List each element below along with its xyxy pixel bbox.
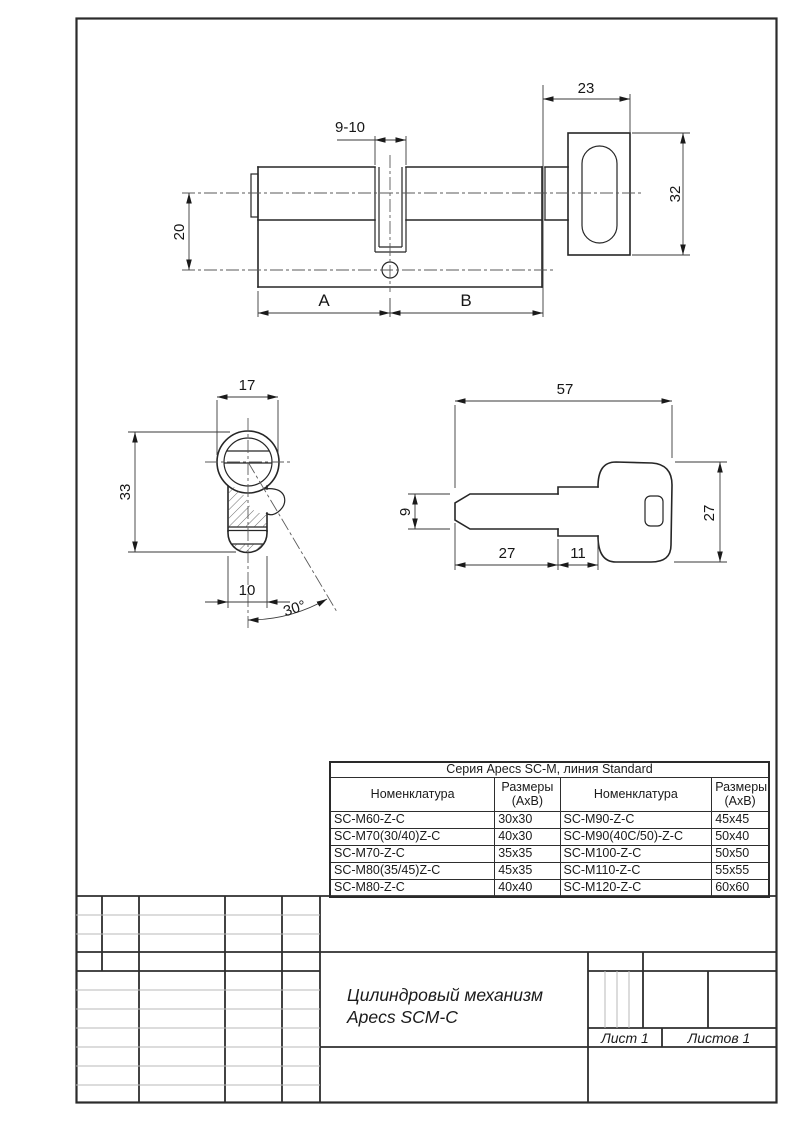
dim-key-length: 57 [556,381,574,398]
nom-cell: SC-M80-Z-C [330,880,495,898]
nom-cell: SC-M70-Z-C [330,846,495,863]
sheet-count-cell: Листов 1 [687,1030,751,1046]
nom-cell: SC-M60-Z-C [330,812,495,829]
table-row [330,846,769,863]
size-cell: 45x45 [712,812,769,829]
sheet-number-cell: Лист 1 [601,1030,649,1046]
front-view-centerlines [205,418,337,628]
table-row [330,863,769,880]
side-view-extension-lines [258,85,690,317]
col-header-size-1: Размеры [501,780,554,795]
table-caption-row [330,762,769,778]
drawing-title-line1: Цилиндровый механизм [347,985,543,1005]
nom-cell: SC-M90(40C/50)-Z-C [560,829,712,846]
nom-cell: SC-M120-Z-C [560,880,712,898]
dim-fin-width: 10 [238,582,256,599]
side-view-drawing [171,80,690,317]
col-header-nomenclature-2: Номенклатура [593,786,678,801]
col-header-size-1-sub: (АхВ) [511,793,543,808]
dim-cam-width: 9-10 [334,119,366,136]
size-cell: 40x40 [495,880,560,898]
dim-head-height: 27 [701,504,718,522]
nom-cell: SC-M70(30/40)Z-C [330,829,495,846]
table-row [330,880,769,898]
dim-body-height: 33 [117,483,134,501]
size-cell: 60x60 [712,880,769,898]
nom-cell: SC-M80(35/45)Z-C [330,863,495,880]
drawing-title-line2: Apecs SCM-C [347,1007,458,1027]
dim-body-width: 17 [238,377,256,394]
size-cell: 45x35 [495,863,560,880]
table-row [330,829,769,846]
dim-knob-depth: 23 [577,80,595,97]
key-dimension-lines [415,401,720,565]
dim-length-b: B [460,291,472,310]
size-cell: 40x30 [495,829,560,846]
dim-axis-offset: 20 [171,223,188,241]
side-view-dimension-lines [189,99,683,313]
dim-length-a: A [318,291,330,310]
section-hatching [228,487,267,552]
key-outline [455,462,672,562]
size-cell: 50x40 [712,829,769,846]
table-header-row [330,778,769,812]
col-header-size-2: Размеры [715,780,768,795]
title-block [76,896,777,1103]
nom-cell: SC-M90-Z-C [560,812,712,829]
dim-shoulder-length: 11 [570,545,586,562]
nomenclature-table [329,761,770,898]
table-row [330,812,769,829]
dim-cam-angle: 30° [281,597,309,621]
nom-cell: SC-M110-Z-C [560,863,712,880]
table-caption: Серия Apecs SC-M, линия Standard [446,762,653,777]
dim-blade-height: 9 [397,507,414,517]
nom-cell: SC-M100-Z-C [560,846,712,863]
size-cell: 35x35 [495,846,560,863]
front-view-drawing [117,377,337,628]
col-header-nomenclature-1: Номенклатура [370,786,455,801]
sheet-frame [77,19,777,1103]
profile-outline [217,431,285,553]
dim-knob-height: 32 [667,185,684,203]
cam-slot-outline [375,167,406,252]
size-cell: 55x55 [712,863,769,880]
col-header-size-2-sub: (АхВ) [724,793,756,808]
size-cell: 50x50 [712,846,769,863]
thumbturn-outline [568,133,630,255]
key-head-hole [645,496,663,526]
cylinder-body-outline [251,167,568,287]
dim-blade-length: 27 [498,545,516,562]
key-drawing [397,381,727,570]
size-cell: 30x30 [495,812,560,829]
cam-lobe-outline [264,489,285,515]
